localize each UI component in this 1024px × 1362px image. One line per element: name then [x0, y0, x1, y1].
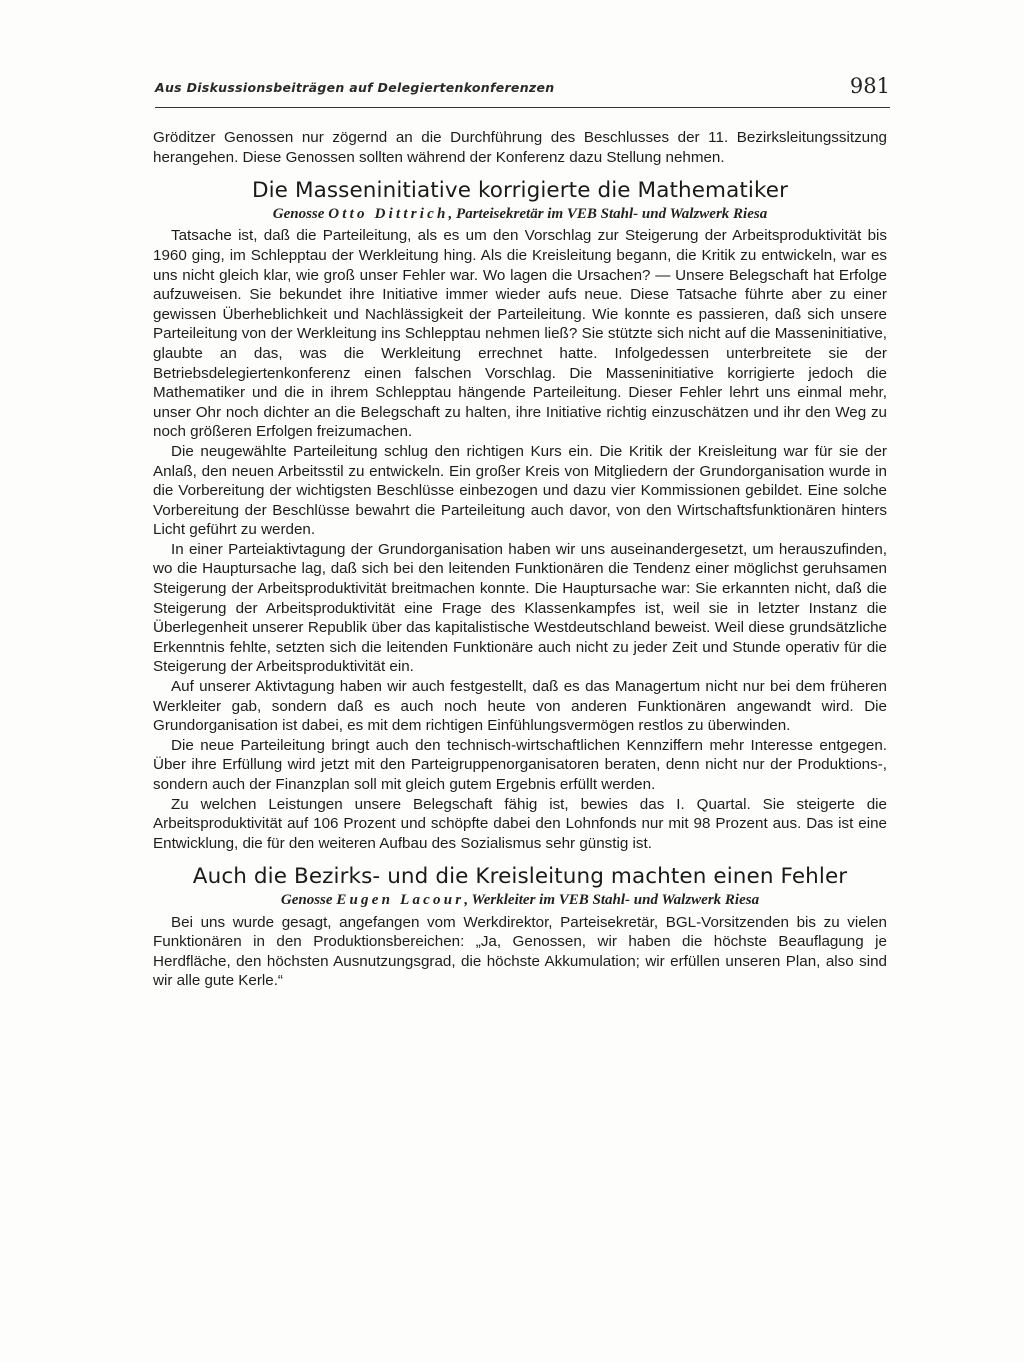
byline-author: Eugen Lacour — [336, 891, 465, 908]
byline — [153, 891, 887, 911]
byline-role: , Werkleiter im VEB Stahl- und Walzwerk Riesa — [464, 891, 760, 908]
byline-prefix: Genosse — [280, 891, 337, 908]
page-number: 981 — [849, 74, 890, 98]
paragraph: Auf unserer Aktivtagung haben wir auch festgestellt, daß es das Managertum nicht nur bei dem früheren Werkleiter gab, sondern daß es auch noch heute von anderen Funktionären angewandt wird. Die Grundorganisation ist dabei, es mit dem richtigen Einfühlungsvermögen restlos zu überwinden. — [153, 678, 887, 735]
section-masseninitiative — [153, 178, 887, 853]
section-bezirksleitung — [153, 864, 887, 991]
paragraph: Zu welchen Leistungen unsere Belegschaft fähig ist, bewies das I. Quartal. Sie steigerte die Arbeitsproduktivität auf 106 Prozent und schöpfte dabei den Lohnfonds nur mit 98 Prozent aus. Das ist eine Entwicklung, die für den weiteren Aufbau des Sozialismus sehr günstig ist. — [153, 795, 887, 852]
header-rule — [155, 107, 890, 108]
byline-author: Otto Dittrich — [328, 205, 449, 222]
intro-paragraph: Gröditzer Genossen nur zögernd an die Durchführung des Beschlusses der 11. Bezirksleitungssitzung herangehen. Diese Genossen sollten während der Konferenz dazu Stellung nehmen. — [153, 129, 887, 166]
running-header — [155, 74, 890, 104]
header-title: Aus Diskussionsbeiträgen auf Delegiertenkonferenzen — [155, 80, 555, 95]
section-title: Die Masseninitiative korrigierte die Mathematiker — [251, 178, 789, 204]
paragraph: Tatsache ist, daß die Parteileitung, als es um den Vorschlag zur Steigerung der Arbeitsproduktivität bis 1960 ging, im Schlepptau der Werkleitung hing. Als die Kreisleitung begann, die Kritik zu entwickeln, war es uns nicht gleich klar, wie groß unser Fehler war. Wo lagen die Ursachen? — Unsere Belegschaft hat Erfolge aufzuweisen. Sie bekundet ihre Initiative immer wieder aufs neue. Diese Tatsache führte aber zu einer gewissen Überheblichkeit und Nachlässigkeit der Parteileitung. Wie konnte es passieren, daß sich unsere Parteileitung von der Werkleitung ins Schlepptau nehmen ließ? Sie stützte sich nicht auf die Masseninitiative, glaubte an das, was die Werkleitung errechnet hatte. Infolgedessen unterbreitete sie der Betriebsdelegiertenkonferenz einen falschen Vorschlag. Die Masseninitiative korrigierte jedoch die Mathematiker und die in ihrem Schlepptau hängende Parteileitung. Dieser Fehler lehrt uns einmal mehr, unser Ohr noch dichter an die Belegschaft zu halten, ihre Initiative richtig einzuschätzen und ihr den Weg zu noch größeren Erfolgen freizumachen. — [153, 227, 887, 441]
byline — [153, 205, 887, 225]
paragraph: Die neue Parteileitung bringt auch den technisch-wirtschaftlichen Kennziffern mehr Interesse entgegen. Über ihre Erfüllung wird jetzt mit den Parteigruppenorganisatoren beraten, denn nicht nur der Produktions-, sondern auch der Finanzplan soll mit gleich gutem Ergebnis erfüllt werden. — [153, 736, 887, 793]
document-body — [153, 128, 887, 991]
paragraph: In einer Parteiaktivtagung der Grundorganisation haben wir uns auseinandergesetzt, um herauszufinden, wo die Hauptursache lag, daß sich bei den leitenden Funktionären die Tendenz einer möglichst geruhsamen Steigerung der Arbeitsproduktivität breitmachen konnte. Die Hauptursache war: Sie erkannten nicht, daß die Steigerung der Arbeitsproduktivität eine Frage des Klassenkampfes ist, weil sie in letzter Instanz die Überlegenheit unserer Republik über das kapitalistische Westdeutschland beweist. Weil diese grundsätzliche Erkenntnis fehlte, setzten sich die leitenden Funktionäre auch nicht zu jeder Zeit und Stunde operativ für die Steigerung der Arbeitsproduktivität ein. — [153, 540, 887, 676]
byline-role: , Parteisekretär im VEB Stahl- und Walzwerk Riesa — [448, 205, 768, 222]
paragraph: Die neugewählte Parteileitung schlug den richtigen Kurs ein. Die Kritik der Kreisleitung war für sie der Anlaß, den neuen Arbeitsstil zu entwickeln. Ein großer Kreis von Mitgliedern der Grundorganisation wurde in die Vorbereitung der wichtigsten Beschlüsse einbezogen und dazu vier Kommissionen gebildet. Eine solche Vorbereitung der Beschlüsse bewahrt die Parteileitung auch davor, von den Wirtschaftsfunktionären hinters Licht geführt zu werden. — [153, 442, 887, 539]
paragraph: Bei uns wurde gesagt, angefangen vom Werkdirektor, Parteisekretär, BGL-Vorsitzenden bis zu vielen Funktionären in den Produktionsbereichen: „Ja, Genossen, wir haben die höchste Beauflagung je Herdfläche, den höchsten Ausnutzungsgrad, die höchste Akkumulation; wir erfüllen unseren Plan, also sind wir alle gute Kerle.“ — [153, 913, 887, 990]
byline-prefix: Genosse — [272, 205, 329, 222]
section-title: Auch die Bezirks- und die Kreisleitung machten einen Fehler — [192, 864, 848, 890]
